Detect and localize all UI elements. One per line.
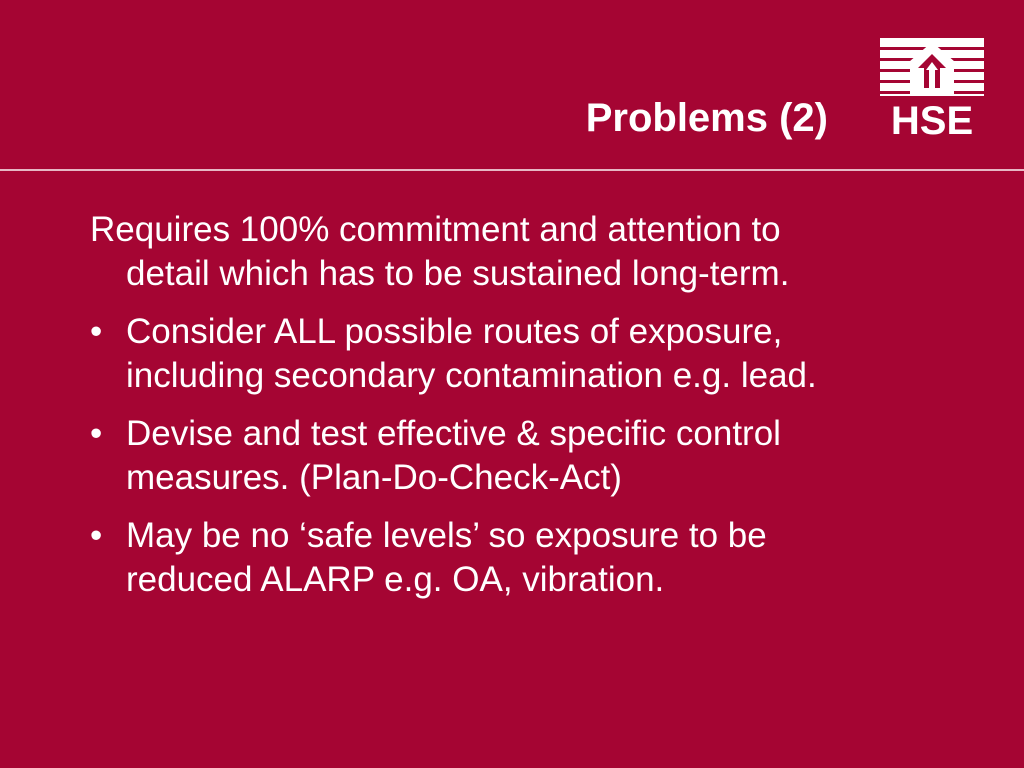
hse-logo-text: HSE <box>890 99 974 138</box>
bullet-item <box>90 514 870 602</box>
slide-title: Problems (2) <box>585 96 828 140</box>
bullet-text: May be no ‘safe levels’ so exposure to be reduced ALARP e.g. OA, vibration. <box>126 516 767 599</box>
intro-paragraph: Requires 100% commitment and attention to detail which has to be sustained long-term. <box>90 210 790 293</box>
bullet-item <box>90 310 870 398</box>
title-divider <box>0 169 1024 171</box>
bullet-marker: • <box>90 516 103 555</box>
slide-body <box>90 208 870 616</box>
bullet-marker: • <box>90 312 103 351</box>
bullet-text: Devise and test effective & specific control measures. (Plan-Do-Check-Act) <box>126 414 781 497</box>
hse-logo <box>880 38 984 138</box>
bullet-text: Consider ALL possible routes of exposure, including secondary contamination e.g. lead. <box>126 312 817 395</box>
bullet-item <box>90 412 870 500</box>
bullet-marker: • <box>90 414 103 453</box>
